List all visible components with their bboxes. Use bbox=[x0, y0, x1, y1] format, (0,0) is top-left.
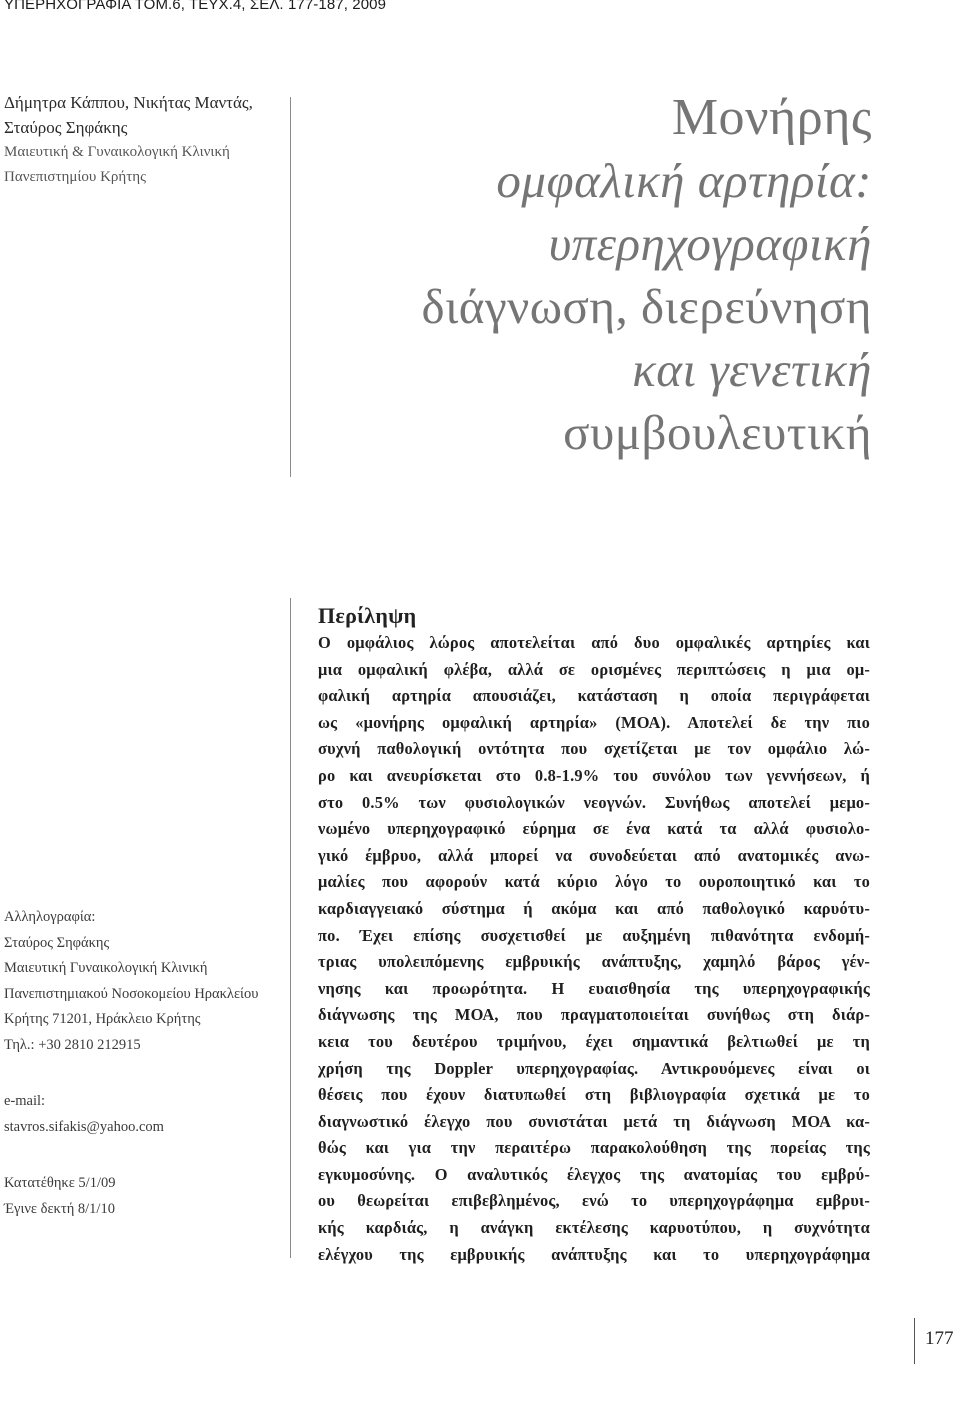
email-address[interactable]: stavros.sifakis@yahoo.com bbox=[4, 1118, 164, 1135]
title-line-2: ομφαλική αρτηρία: bbox=[496, 153, 872, 208]
abstract-line: φαλική αρτηρία απουσιάζει, κατάσταση η οποία περιγράφεται bbox=[318, 686, 870, 706]
abstract-body bbox=[318, 630, 870, 1268]
abstract-section bbox=[318, 602, 870, 1268]
abstract-heading: Περίληψη bbox=[318, 603, 417, 628]
correspondence-name: Σταύρος Σηφάκης bbox=[4, 934, 110, 951]
page-number-box bbox=[914, 1318, 960, 1364]
abstract-line: νωμένο υπερηχογραφικό εύρημα σε ένα κατά τα αλλά φυσιολο- bbox=[318, 819, 870, 839]
article-title bbox=[312, 86, 872, 464]
abstract-line: Ο ομφάλιος λώρος αποτελείται από δυο ομφαλικές αρτηρίες και bbox=[318, 633, 870, 652]
title-line-4: διάγνωση, διερεύνηση bbox=[421, 279, 872, 334]
abstract-line: νησης και προωρότητα. Η ευαισθησία της υπερηχογραφικής bbox=[318, 978, 870, 998]
abstract-line: συχνή παθολογική οντότητα που σχετίζεται με τον ομφάλιο λώ- bbox=[318, 739, 870, 759]
abstract-line: γικό έμβρυο, αλλά μπορεί να συνοδεύεται από ανατομικές ανω- bbox=[318, 845, 870, 865]
title-line-3: υπερηχογραφική bbox=[548, 216, 872, 271]
title-line-5: και γενετική bbox=[632, 342, 872, 397]
affiliation-line-2: Πανεπιστημίου Κρήτης bbox=[4, 169, 147, 185]
abstract-line: ρο και ανευρίσκεται στο 0.8-1.9% του συνόλου των γεννήσεων, ή bbox=[318, 765, 870, 785]
submitted-date: Κατατέθηκε 5/1/09 bbox=[4, 1175, 116, 1191]
author-names-line-2: Σταύρος Σηφάκης bbox=[4, 118, 128, 137]
correspondence-phone: Τηλ.: +30 2810 212915 bbox=[4, 1036, 141, 1053]
correspondence-clinic: Μαιευτική Γυναικολογική Κλινική bbox=[4, 960, 208, 976]
author-names-line-1: Δήμητρα Κάππου, Νικήτας Μαντάς, bbox=[4, 93, 253, 112]
abstract-line: εγκυμοσύνης. Ο αναλυτικός έλεγχος της ανατομίας του εμβρύ- bbox=[318, 1164, 870, 1184]
abstract-line: στο 0.5% των φυσιολογικών νεογνών. Συνήθως αποτελεί μεμο- bbox=[318, 792, 870, 812]
correspondence-block bbox=[4, 905, 289, 1222]
abstract-line: θώς και για την περαιτέρω παρακολούθηση της πορείας της bbox=[318, 1138, 870, 1158]
title-line-6: συμβουλευτική bbox=[563, 405, 872, 460]
abstract-line: ως «μονήρης ομφαλική αρτηρία» (ΜΟΑ). Αποτελεί δε την πιο bbox=[318, 712, 870, 732]
title-line-1: Μονήρης bbox=[671, 89, 872, 146]
correspondence-address: Κρήτης 71201, Ηράκλειο Κρήτης bbox=[4, 1011, 201, 1027]
page-number-rule bbox=[914, 1318, 915, 1364]
abstract-line: τριας υπολειπόμενης εμβρυικής ανάπτυξης, χαμηλό βάρος γέν- bbox=[318, 952, 870, 972]
abstract-line: κεια του δευτέρου τριμήνου, έχει σημαντικά βελτιωθεί με τη bbox=[318, 1031, 870, 1051]
accepted-date: Έγινε δεκτή 8/1/10 bbox=[4, 1200, 115, 1217]
abstract-line: πο. Έχει επίσης συσχετισθεί με αυξημένη πιθανότητα ενδομή- bbox=[318, 925, 870, 945]
abstract-line: ελέγχου της εμβρυικής ανάπτυξης και το υπερηχογράφημα bbox=[318, 1244, 870, 1264]
column-divider-top bbox=[290, 97, 291, 477]
abstract-line: μαλίες που αφορούν κατά κύριο λόγο το ουροποιητικό και το bbox=[318, 872, 870, 892]
correspondence-hospital: Πανεπιστημιακού Νοσοκομείου Ηρακλείου bbox=[4, 985, 259, 1002]
abstract-line: μια ομφαλική φλέβα, αλλά σε ορισμένες περιπτώσεις η μια ομ- bbox=[318, 659, 870, 679]
abstract-line: διάγνωσης της ΜΟΑ, που πραγματοποιείται συνήθως στη διάρ- bbox=[318, 1005, 870, 1025]
abstract-line: ου θεωρείται επιβεβλημένος, ενώ το υπερηχογράφημα εμβρυι- bbox=[318, 1191, 870, 1211]
column-divider-bottom bbox=[290, 598, 291, 1258]
affiliation-line-1: Μαιευτική & Γυναικολογική Κλινική bbox=[4, 144, 230, 160]
abstract-line: θέσεις που έχουν διατυπωθεί στη βιβλιογραφία σχετικά με το bbox=[318, 1085, 870, 1105]
author-block bbox=[4, 90, 284, 190]
abstract-line: κής καρδιάς, η ανάγκη εκτέλεσης καρυοτύπου, η συχνότητα bbox=[318, 1218, 870, 1238]
page-number: 177 bbox=[925, 1328, 954, 1349]
email-label: e-mail: bbox=[4, 1093, 46, 1109]
running-head: ΥΠΕΡΗΧΟΓΡΑΦΙΑ ΤΟΜ.6, ΤΕΥΧ.4, ΣΕΛ. 177-187, 2009 bbox=[4, 0, 387, 13]
abstract-line: καρδιαγγειακό σύστημα ή ακόμα και από παθολογικό καρυότυ- bbox=[318, 898, 870, 918]
abstract-line: διαγνωστικό έλεγχο που συνιστάται μετά τη διάγνωση ΜΟΑ κα- bbox=[318, 1111, 870, 1131]
abstract-line: χρήση της Doppler υπερηχογραφίας. Αντικρουόμενες είναι οι bbox=[318, 1058, 870, 1078]
correspondence-label: Αλληλογραφία: bbox=[4, 909, 96, 925]
